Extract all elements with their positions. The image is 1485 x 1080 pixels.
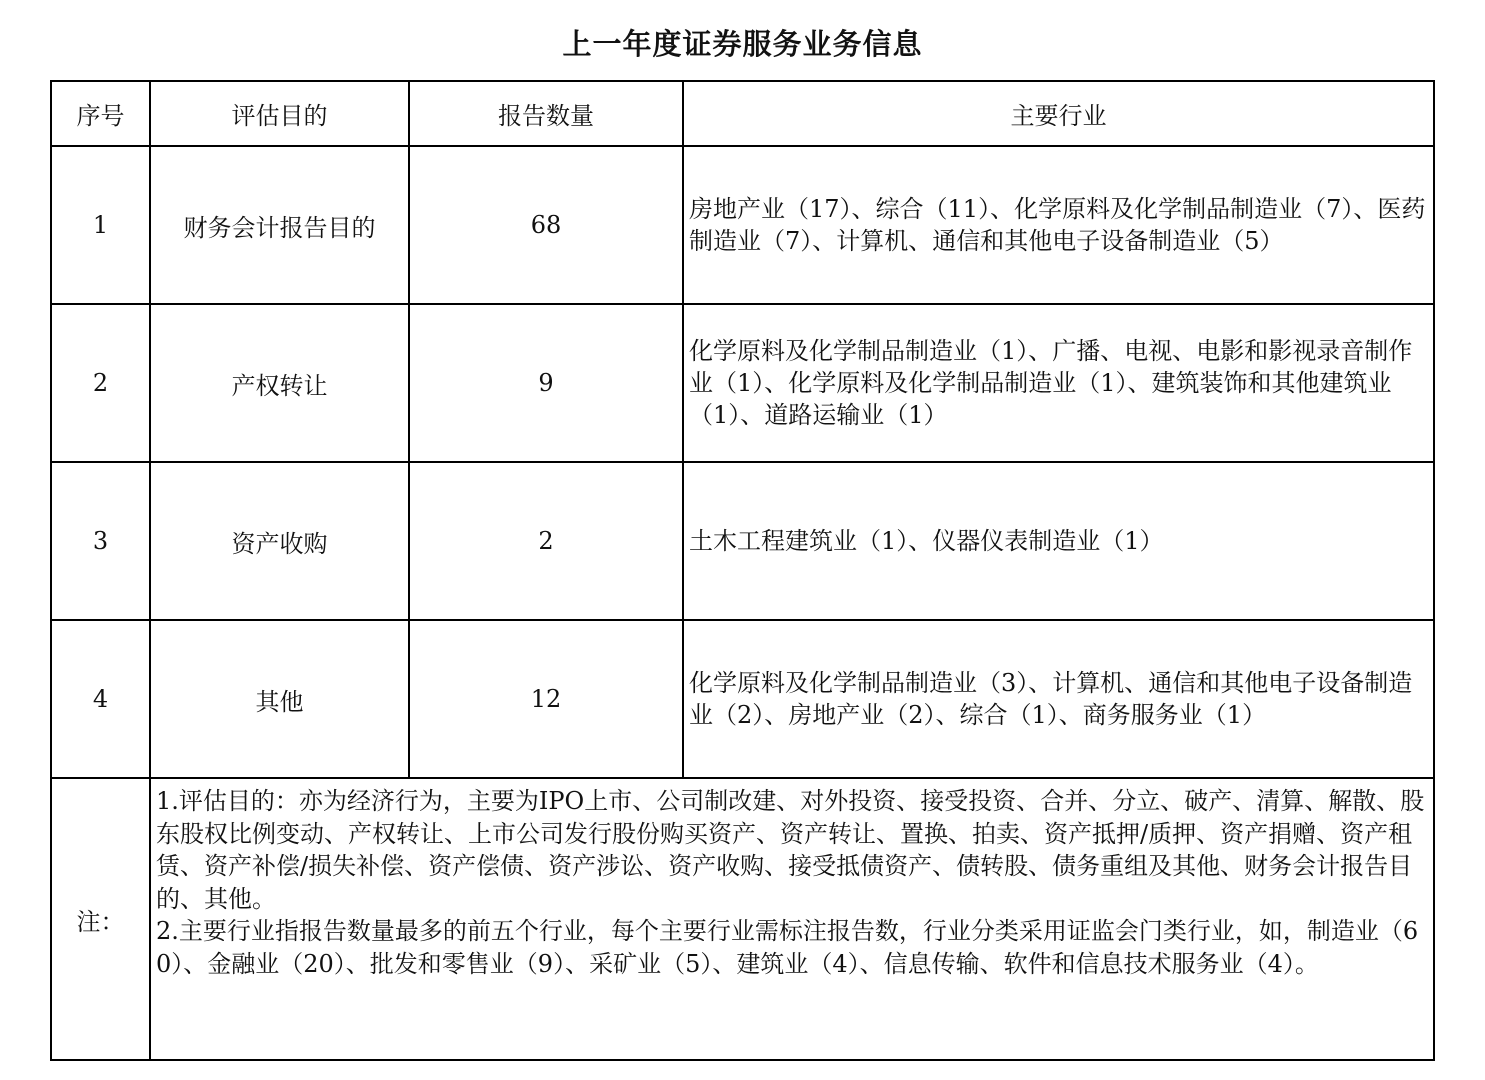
row-index: 3 — [51, 462, 150, 620]
row-index: 1 — [51, 146, 150, 304]
header-purpose: 评估目的 — [150, 81, 409, 146]
table-row — [51, 620, 1434, 778]
notes-row — [51, 778, 1434, 1060]
page-title: 上一年度证券服务业务信息 — [562, 27, 923, 61]
header-industries: 主要行业 — [683, 81, 1434, 146]
table-row — [51, 304, 1434, 462]
row-index: 4 — [51, 620, 150, 778]
row-count: 2 — [409, 462, 683, 620]
row-purpose: 其他 — [150, 620, 409, 778]
row-industries: 化学原料及化学制品制造业（3）、计算机、通信和其他电子设备制造业（2）、房地产业（2）、综合（1）、商务服务业（1） — [683, 620, 1434, 778]
row-purpose: 财务会计报告目的 — [150, 146, 409, 304]
notes-body — [150, 778, 1434, 1060]
note-item: 2.主要行业指报告数量最多的前五个行业，每个主要行业需标注报告数，行业分类采用证监会门类行业，如，制造业（60）、金融业（20）、批发和零售业（9）、采矿业（5）、建筑业（4）、信息传输、软件和信息技术服务业（4）。 — [156, 917, 1419, 978]
notes-label: 注： — [51, 778, 150, 1060]
row-purpose: 产权转让 — [150, 304, 409, 462]
table-row — [51, 462, 1434, 620]
row-industries: 化学原料及化学制品制造业（1）、广播、电视、电影和影视录音制作业（1）、化学原料及化学制品制造业（1）、建筑装饰和其他建筑业（1）、道路运输业（1） — [683, 304, 1434, 462]
table-header-row — [51, 81, 1434, 146]
row-count: 9 — [409, 304, 683, 462]
row-purpose: 资产收购 — [150, 462, 409, 620]
table-row — [51, 146, 1434, 304]
header-count: 报告数量 — [409, 81, 683, 146]
row-count: 12 — [409, 620, 683, 778]
row-industries: 土木工程建筑业（1）、仪器仪表制造业（1） — [683, 462, 1434, 620]
note-item: 1.评估目的：亦为经济行为，主要为IPO上市、公司制改建、对外投资、接受投资、合并、分立、破产、清算、解散、股东股权比例变动、产权转让、上市公司发行股份购买资产、资产转让、置换、拍卖、资产抵押/质押、资产捐赠、资产租赁、资产补偿/损失补偿、资产偿债、资产涉讼、资产收购、接受抵债资产、债转股、债务重组及其他、财务会计报告目的、其他。 — [156, 787, 1425, 913]
securities-service-table — [50, 80, 1435, 1061]
row-index: 2 — [51, 304, 150, 462]
row-industries: 房地产业（17）、综合（11）、化学原料及化学制品制造业（7）、医药制造业（7）、计算机、通信和其他电子设备制造业（5） — [683, 146, 1434, 304]
row-count: 68 — [409, 146, 683, 304]
header-index: 序号 — [51, 81, 150, 146]
